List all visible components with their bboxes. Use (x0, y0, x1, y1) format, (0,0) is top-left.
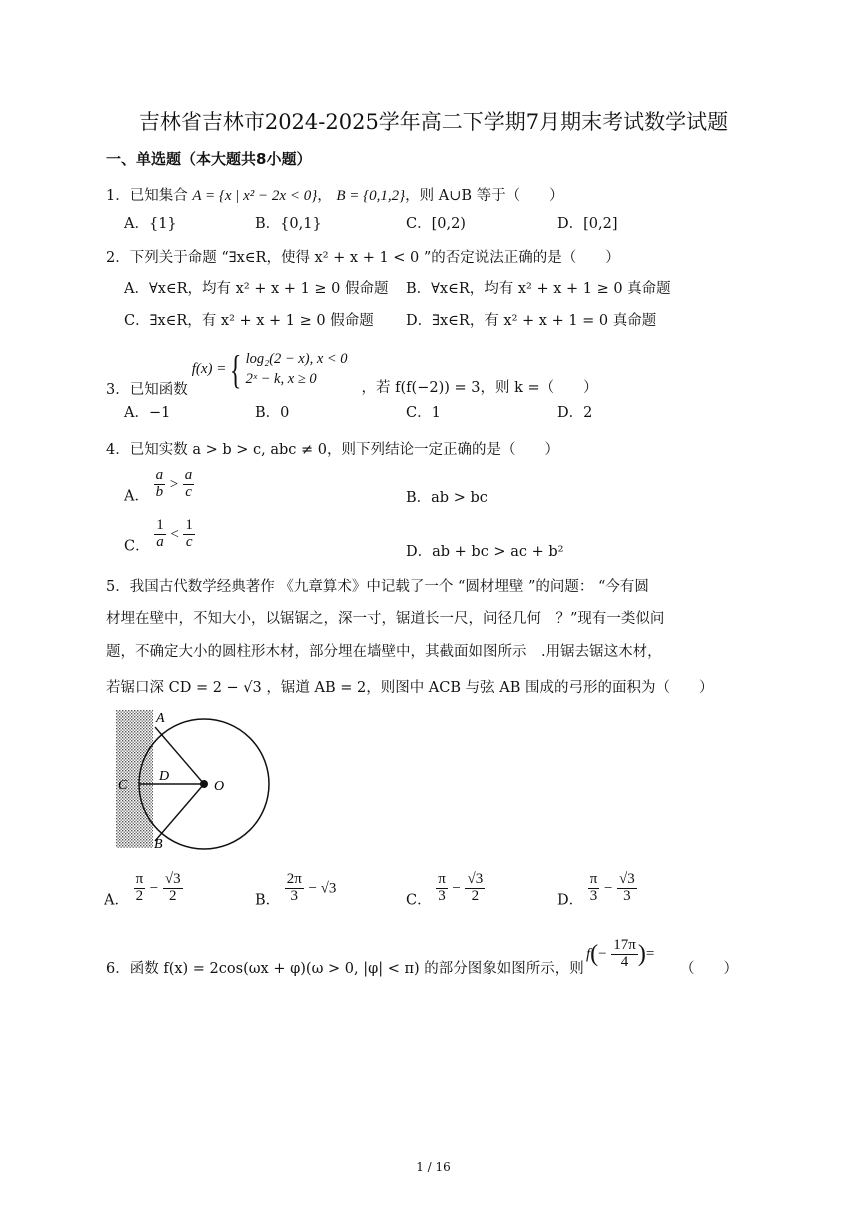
q4-stem: 4．已知实数 a > b > c, abc ≠ 0，则下列结论一定正确的是（ ） (106, 442, 559, 458)
q6-paren-right: ) (637, 940, 646, 967)
q5-c-f1-den: 3 (438, 887, 446, 904)
q4-a-right-fraction (183, 468, 195, 501)
q5-line-4: 若锯口深 CD = 2 − √3 ，锯道 AB = 2，则图中 ACB 与弦 AB 围成的弓形的面积为（ ） (106, 680, 714, 696)
q5-option-a-label: A． (104, 892, 129, 909)
q1-option-c: C．[0,2) (406, 216, 466, 232)
q5-b-f1-num: 2π (286, 871, 302, 887)
q6-answer-blank: （ ） (680, 961, 738, 977)
q4-c-left-fraction (154, 518, 166, 551)
q5-option-c-label: C． (406, 892, 432, 909)
q1-set-a: A = {x | x² − 2x < 0} (192, 188, 318, 204)
q4-c-right-num: 1 (185, 517, 193, 533)
q4-a-left-num: a (155, 467, 164, 483)
q1-set-b: B = {0,1,2} (336, 188, 406, 204)
q2-stem: 2．下列关于命题 “∃x∈R，使得 x² + x + 1 < 0 ”的否定说法正确的是（ ） (106, 250, 620, 266)
q6-minus: − (598, 945, 607, 962)
q3-option-b: B．0 (255, 405, 290, 421)
q5-a-operator: − (149, 880, 159, 897)
q5-b-fraction-1 (285, 872, 304, 905)
q2-option-c: C．∃x∈R，有 x² + x + 1 ≥ 0 假命题 (124, 313, 374, 329)
q5-line-3: 题，不确定大小的圆柱形木材，部分埋在墙壁中，其截面如图所示 .用锯去锯这木材， (106, 644, 662, 660)
q4-a-right-num: a (184, 467, 193, 483)
q4-option-b: B．ab > bc (406, 490, 488, 506)
q5-c-f2-num: √3 (467, 871, 484, 887)
q5-option-b-label: B． (255, 892, 281, 909)
q6-equals: = (645, 945, 655, 962)
q4-a-right-den: c (185, 483, 192, 500)
q4-c-operator: < (170, 526, 179, 543)
q3-option-c: C．1 (406, 405, 441, 421)
q4-option-a-label: A． (124, 488, 149, 505)
q5-d-f1-num: π (589, 871, 598, 887)
q3-stem (106, 340, 598, 399)
page-number: 1 / 16 (416, 1160, 451, 1174)
q1-stem-text: 1．已知集合 (106, 188, 188, 204)
q5-d-fraction-1 (588, 872, 600, 905)
q2-option-d: D．∃x∈R，有 x² + x + 1 = 0 真命题 (406, 313, 657, 329)
radius-ob (155, 784, 204, 841)
section-heading-single-choice: 一、单选题（本大题共8小题） (106, 150, 312, 168)
q5-option-d-label: D． (557, 892, 584, 909)
q5-c-fraction-2 (465, 872, 485, 905)
q5-d-operator: − (603, 880, 613, 897)
q6-frac-den: 4 (620, 953, 629, 970)
q3-stem-text: 3．已知函数 (106, 382, 188, 398)
q5-a-fraction-2 (163, 872, 183, 905)
q5-option-b (255, 872, 336, 909)
q3-option-a: A．−1 (124, 405, 171, 421)
q6-paren-left: ( (590, 940, 599, 967)
q5-d-fraction-2 (617, 872, 637, 905)
label-a: A (156, 711, 165, 726)
q6-f: f (586, 946, 591, 963)
q4-option-c-label: C． (124, 538, 150, 555)
q5-b-rest: − √3 (308, 880, 337, 897)
q5-c-f2-den: 2 (471, 887, 480, 904)
q5-c-f1-num: π (438, 871, 446, 887)
q4-a-operator: > (169, 476, 179, 493)
q5-c-operator: − (452, 880, 461, 897)
q5-d-f2-den: 3 (623, 887, 631, 904)
q1-option-b: B．{0,1} (255, 216, 322, 232)
q5-option-a (104, 872, 183, 909)
q6-fraction (611, 938, 638, 971)
q6-stem: 6．函数 f(x) = 2cos(ωx + φ)(ω > 0, |φ| < π) 的部分图象如图所示，则 (106, 961, 584, 977)
label-o: O (214, 779, 225, 794)
q3-function-name: f(x) = (191, 361, 227, 377)
q1-stem (106, 184, 564, 205)
q5-c-fraction-1 (436, 872, 448, 905)
q5-a-f2-num: √3 (164, 871, 181, 887)
q2-option-b: B．∀x∈R，均有 x² + x + 1 ≥ 0 真命题 (406, 281, 671, 297)
label-b: B (154, 837, 163, 852)
q5-d-f1-den: 3 (589, 887, 598, 904)
label-d: D (159, 769, 170, 784)
q5-b-f1-den: 3 (290, 887, 299, 904)
q5-a-f1-num: π (135, 871, 144, 887)
q4-c-left-num: 1 (156, 517, 164, 533)
q6-frac-num: 17π (613, 937, 636, 953)
q1-tail: ，则 A∪B 等于（ ） (405, 188, 564, 204)
q3-piece-1: log₂(2 − x), x < 0 (245, 350, 348, 367)
q4-a-left-den: b (155, 483, 164, 500)
q5-d-f2-num: √3 (619, 871, 635, 887)
q5-a-f2-den: 2 (168, 887, 177, 904)
piecewise-brace: { (230, 346, 242, 392)
q5-option-d (557, 872, 637, 909)
q4-option-a (124, 468, 194, 505)
q3-tail: ，若 f(f(−2)) = 3，则 k =（ ） (361, 380, 598, 396)
q4-a-left-fraction (154, 468, 166, 501)
q4-c-right-den: c (185, 533, 193, 550)
q5-line-1: 5．我国古代数学经典著作 《九章算术》中记载了一个 “圆材埋壁 ”的问题： “今有圆 (106, 579, 649, 595)
q5-option-c (406, 872, 485, 909)
q5-circle-figure (110, 704, 276, 854)
q2-option-a: A．∀x∈R，均有 x² + x + 1 ≥ 0 假命题 (124, 281, 389, 297)
q1-separator: ， (317, 188, 332, 204)
center-dot (200, 780, 208, 788)
label-c: C (118, 778, 128, 793)
q5-a-fraction-1 (134, 872, 146, 905)
page-title: 吉林省吉林市2024-2025学年高二下学期7月期末考试数学试题 (138, 110, 729, 134)
q5-line-2: 材埋在壁中，不知大小，以锯锯之，深一寸，锯道长一尺，问径几何 ？”现有一类似问 (106, 611, 665, 627)
q3-option-d: D．2 (557, 405, 593, 421)
q5-a-f1-den: 2 (135, 887, 144, 904)
q3-piece-2: 2ˣ − k, x ≥ 0 (245, 370, 317, 387)
q4-c-right-fraction (183, 518, 195, 551)
q1-option-a: A．{1} (124, 216, 177, 232)
q4-c-left-den: a (156, 533, 164, 550)
q1-option-d: D．[0,2] (557, 216, 618, 232)
q3-piecewise (246, 350, 348, 389)
q4-option-d: D．ab + bc > ac + b² (406, 544, 564, 560)
q6-expression (586, 938, 654, 971)
q4-option-c (124, 518, 195, 555)
